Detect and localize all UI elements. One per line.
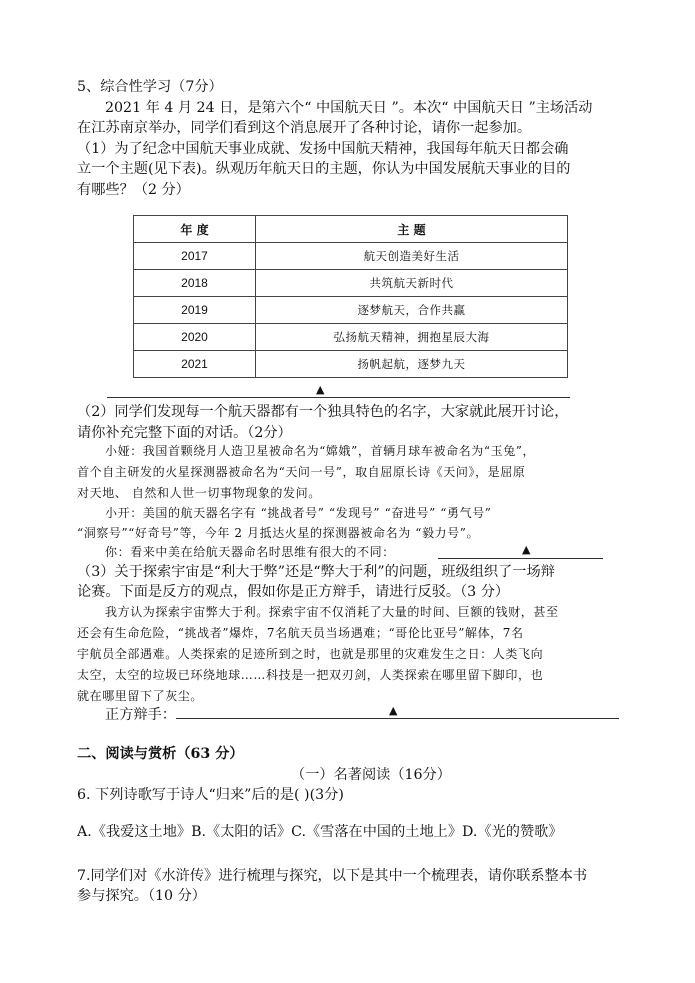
q5-sub3-line1: （3）关于探索宇宙是“利大于弊”还是“弊大于利”的问题，班级组织了一场辩 (77, 564, 555, 580)
answer-marker-1: ▲ (316, 383, 325, 396)
table-row (134, 297, 568, 324)
q5-sub2-line1: （2）同学们发现每一个航天器都有一个独具特色的名字，大家就此展开讨论， (77, 404, 569, 420)
q5-sub1-line2: 立一个主题(见下表)。纵观历年航天日的主题，你认为中国发展航天事业的目的 (77, 161, 571, 177)
q5-sub2-line2: 请你补充完整下面的对话。（2分） (77, 425, 292, 441)
q5-title: 5、综合性学习（7分） (77, 79, 223, 95)
dialog-xiaoya-line3: 对天地、 自然和人世一切事物现象的发问。 (77, 486, 321, 500)
table-cell-theme: 弘扬航天精神，拥抱星辰大海 (256, 324, 568, 351)
table-cell-year: 2021 (134, 351, 256, 378)
q5-intro-line1: 2021 年 4 月 24 日，是第六个“ 中国航天日 ”。本次“ 中国航天日 ”主场活动 (105, 100, 593, 116)
q7-line2: 参与探究。（10 分） (77, 888, 206, 904)
answer-marker-2: ▲ (522, 543, 531, 556)
table-row (134, 243, 568, 270)
q5-sub1-line1: （1）为了纪念中国航天事业成就、发扬中国航天精神，我国每年航天日都会确 (77, 141, 569, 157)
answer-line-1 (107, 397, 570, 398)
theme-table (133, 215, 568, 378)
debate-line1: 我方认为探索宇宙弊大于利。探索宇宙不仅消耗了大量的时间、巨额的钱财，甚至 (105, 605, 559, 619)
section2-title: 二、阅读与赏析（63 分） (77, 746, 244, 762)
q6-options: A.《我爱这土地》B.《太阳的话》C.《雪落在中国的土地上》D.《光的赞歌》 (77, 824, 563, 840)
debate-line2: 还会有生命危险，“挑战者”爆炸，7名航天员当场遇难；“哥伦比亚号”解体，7名 (77, 626, 524, 640)
table-row (134, 324, 568, 351)
q7-line1: 7.同学们对《水浒传》进行梳理与探究，以下是其中一个梳理表，请你联系整本书 (77, 868, 588, 884)
debate-line5: 就在哪里留下了灰尘。 (77, 689, 204, 703)
table-header-year: 年 度 (134, 216, 256, 243)
section2-subtitle: （一）名著阅读（16分） (291, 767, 451, 783)
table-cell-year: 2017 (134, 243, 256, 270)
dialog-you: 你：看来中美在给航天器命名时思维有很大的不同： (105, 545, 395, 559)
debate-line3: 宇航员全部遇难。人类探索的足迹所到之时，也就是那里的灾难发生之日：人类飞向 (77, 647, 544, 661)
table-cell-theme: 扬帆起航，逐梦九天 (256, 351, 568, 378)
pro-debater-label: 正方辩手： (105, 707, 176, 723)
table-header-row (134, 216, 568, 243)
dialog-xiaoya-line1: 小娅：我国首颗绕月人造卫星被命名为“嫦娥”，首辆月球车被命名为“玉兔”， (105, 444, 536, 458)
table-cell-year: 2018 (134, 270, 256, 297)
debate-line4: 太空，太空的垃圾已环绕地球……科技是一把双刃剑，人类探索在哪里留下脚印，也 (77, 668, 544, 682)
dialog-xiaoya-line2: 首个自主研发的火星探测器被命名为“天问一号”，取自屈原长诗《天问》，是屈原 (77, 465, 526, 479)
answer-marker-3: ▲ (389, 704, 398, 717)
q5-intro-line2: 在江苏南京举办，同学们看到这个消息展开了各种讨论，请你一起参加。 (77, 120, 532, 136)
q5-sub3-line2: 论赛。下面是反方的观点，假如你是正方辩手，请进行反驳。（3 分） (77, 584, 510, 600)
table-cell-year: 2020 (134, 324, 256, 351)
table-cell-year: 2019 (134, 297, 256, 324)
q6-stem: 6. 下列诗歌写于诗人“归来”后的是( )(3分) (77, 787, 344, 803)
table-cell-theme: 逐梦航天，合作共赢 (256, 297, 568, 324)
dialog-xiaokai-line1: 小开：美国的航天器名字有 “挑战者号” “发现号” “奋进号” “勇气号” (105, 506, 492, 520)
dialog-xiaokai-line2: “洞察号”“好奇号”等，今年 2 月抵达火星的探测器被命名为 “毅力号”。 (77, 526, 480, 540)
q5-sub1-line3: 有哪些？（2 分） (77, 182, 190, 198)
table-header-theme: 主 题 (256, 216, 568, 243)
table-row (134, 351, 568, 378)
table-cell-theme: 共筑航天新时代 (256, 270, 568, 297)
answer-line-2 (438, 558, 603, 559)
table-row (134, 270, 568, 297)
table-cell-theme: 航天创造美好生活 (256, 243, 568, 270)
answer-line-3 (176, 718, 619, 719)
